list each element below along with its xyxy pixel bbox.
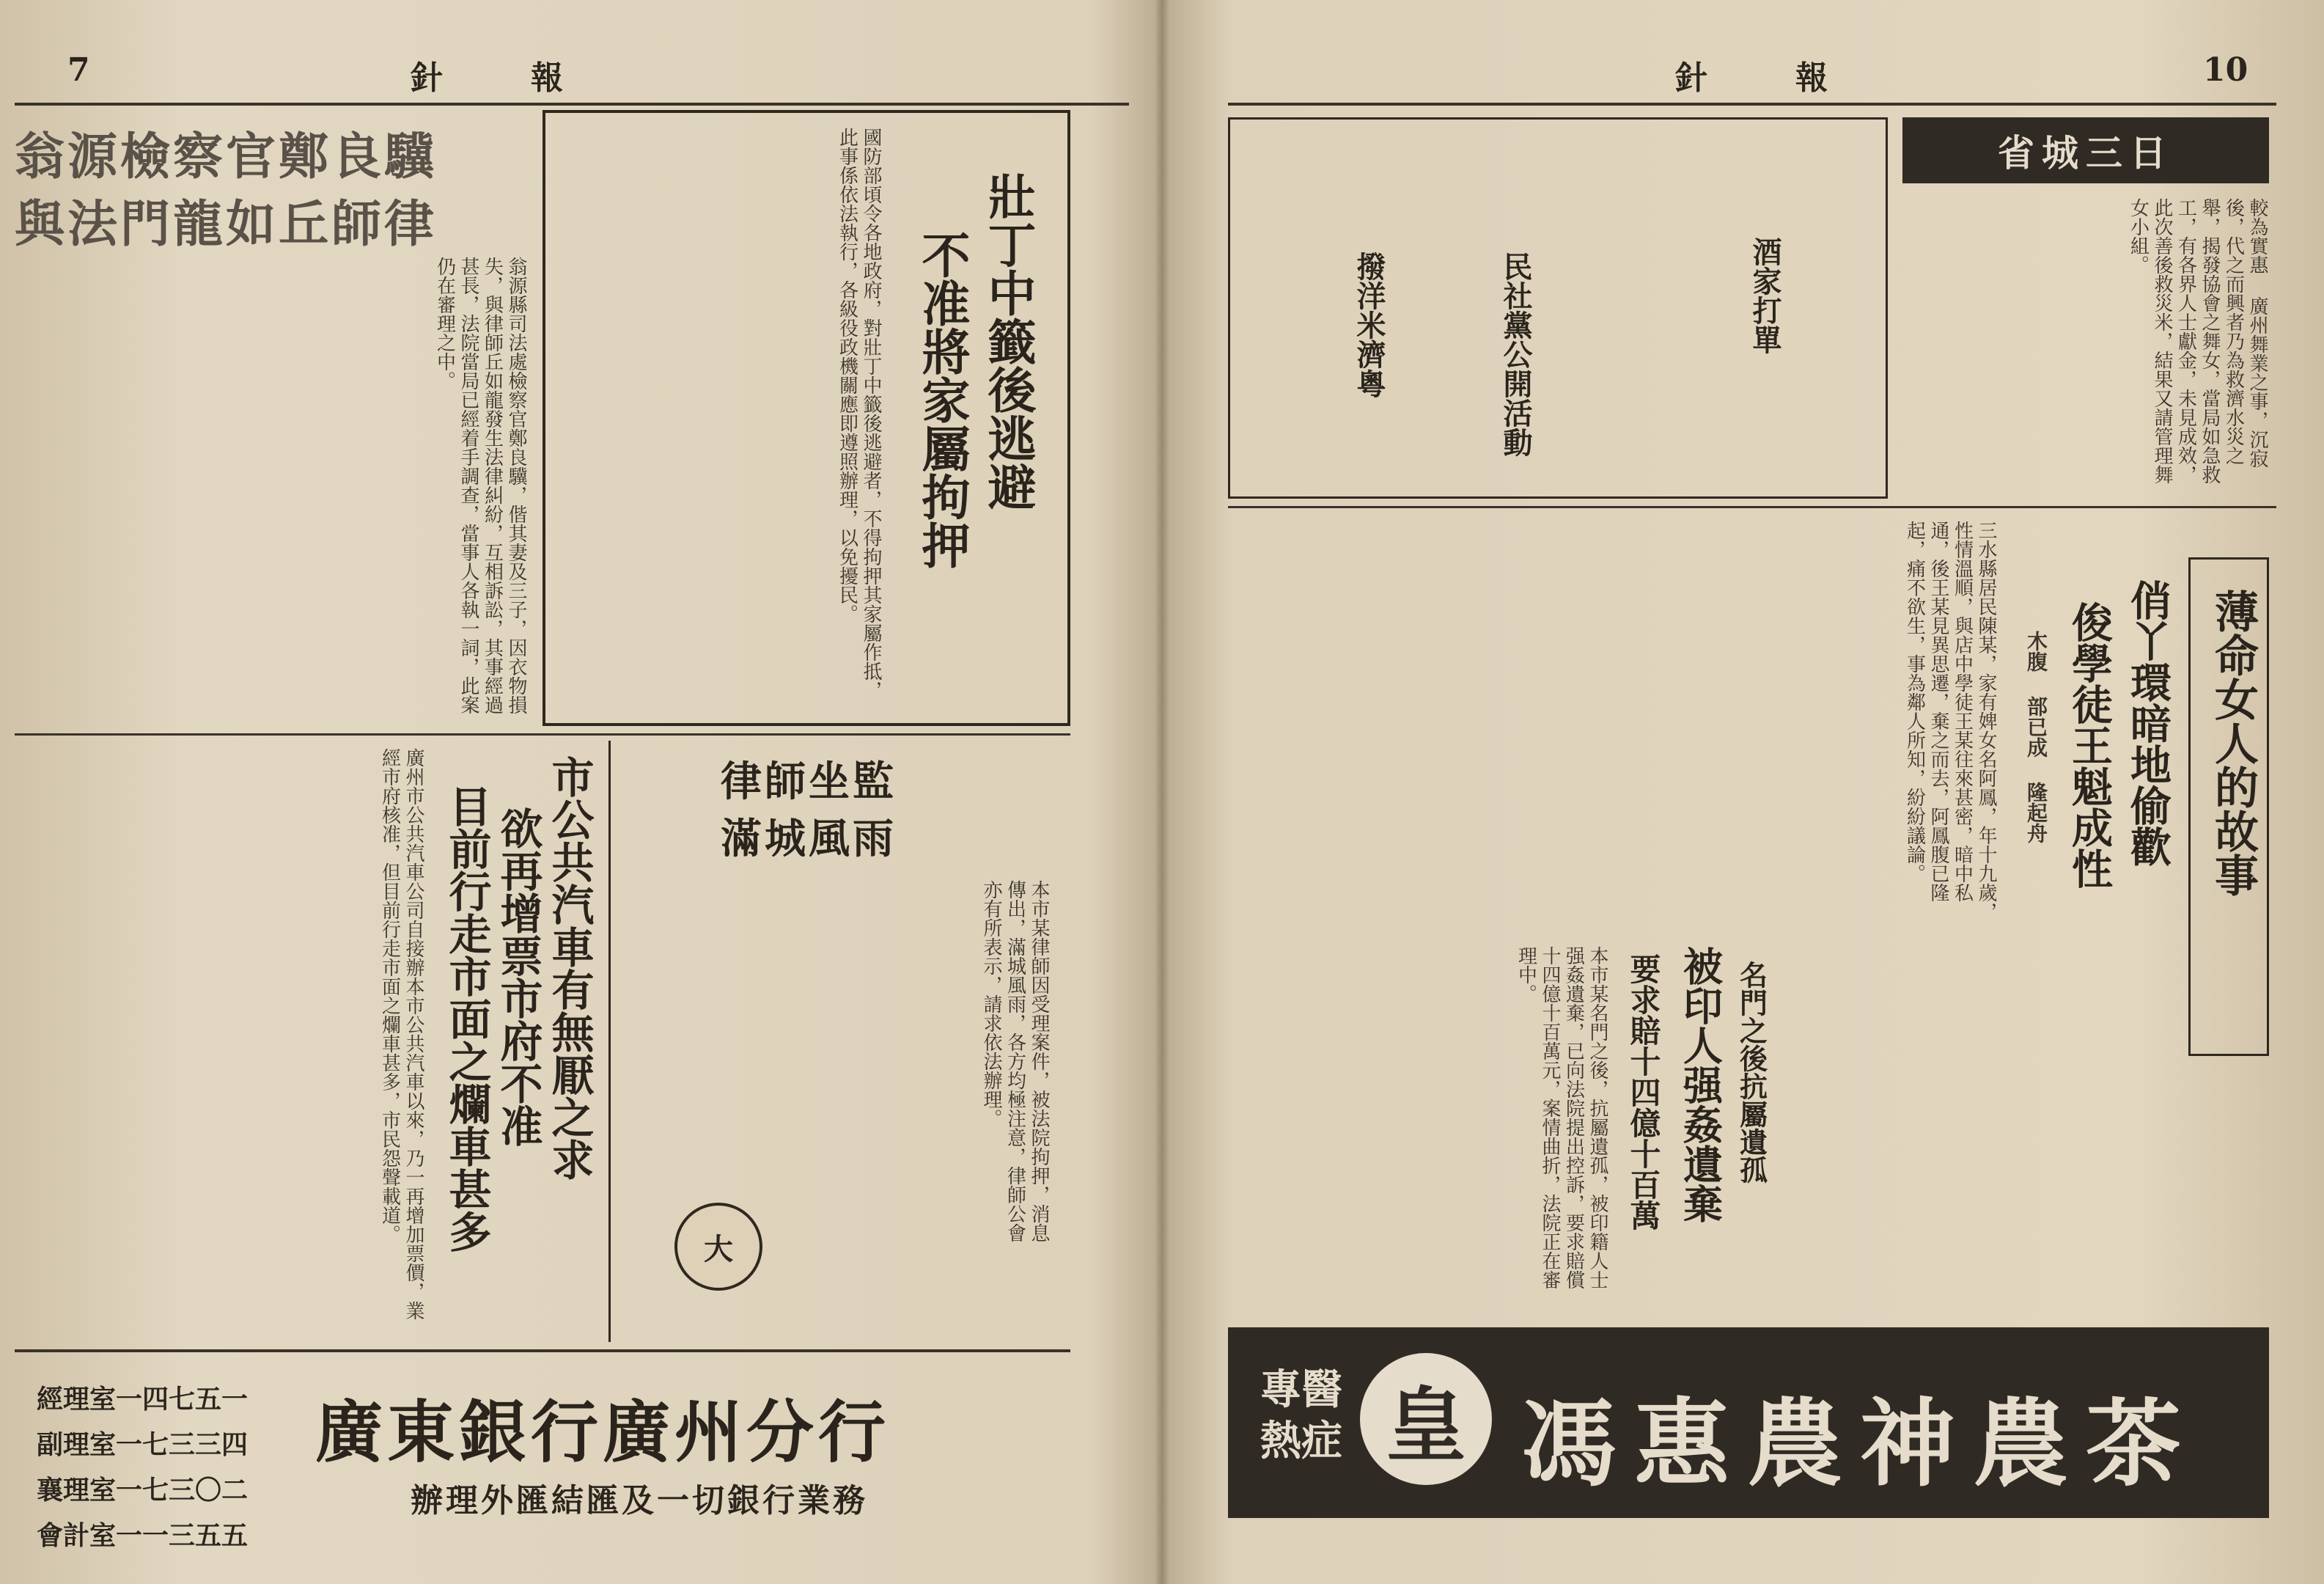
right-page-number: 10 xyxy=(2203,51,2248,89)
tea-ad-emblem: 皇 xyxy=(1360,1353,1492,1485)
bank-phone-line: 襄理室一七三〇二 xyxy=(37,1475,249,1506)
story-box-title: 薄命女人的故事 xyxy=(2207,589,2259,897)
rape-headline-col1: 被印人强姦遺棄 xyxy=(1677,946,1724,1223)
conscription-headline-col2: 不准將家屬拘押 xyxy=(913,230,971,569)
bank-phone-line: 經理室一四七五一 xyxy=(37,1384,249,1415)
top-news-box xyxy=(1228,117,1888,499)
tea-ad-side-label: 專醫 熱症 xyxy=(1260,1365,1342,1465)
tea-ad-title: 馮惠農神農茶 xyxy=(1521,1387,2199,1500)
left-top-headline-line2: 與法門龍如丘師律 xyxy=(15,195,438,254)
left-header-rule xyxy=(15,103,1129,106)
bus-headline-col2: 欲再增票市府不准 xyxy=(493,807,543,1147)
bank-ad-subtitle: 辦理外匯結匯及一切銀行業務 xyxy=(411,1482,868,1519)
bank-phone-line: 會計室一一三五五 xyxy=(37,1520,249,1551)
left-top-article-body: 翁源縣司法處檢察官鄭良驥，偕其妻及三子，因衣物損失，與律師丘如龍發生法律糾紛，互相訴訟，其事經過甚長，法院當局已經着手調查，當事人各執一詞，此案仍在審理之中。 xyxy=(433,257,527,714)
party-headline: 民社黨公開活動 xyxy=(1499,252,1533,457)
conscription-article-box xyxy=(543,110,1070,726)
conscription-headline-col1: 壯丁中籤後逃避 xyxy=(979,172,1037,510)
bus-article-body: 廣州市公共汽車公司自接辦本市公共汽車以來，乃一再增加票價，業經市府核准，但目前行走市面之爛車甚多，市民怨聲載道。 xyxy=(378,748,424,1320)
lawyer-headline-line2: 滿城風雨 xyxy=(721,815,897,863)
newspaper-emblem: 大 xyxy=(674,1203,762,1291)
bank-phone-line: 副理室一七三三四 xyxy=(37,1429,249,1460)
left-mid-rule xyxy=(15,733,1070,736)
restaurant-headline: 酒家打單 xyxy=(1748,237,1782,354)
left-page-number: 7 xyxy=(67,51,90,89)
rice-headline: 撥洋米濟粵 xyxy=(1352,252,1386,398)
bank-ad-phone-list xyxy=(37,1379,301,1561)
right-header-rule xyxy=(1228,103,2276,106)
column-body: 較為實惠 廣州舞業之事，沉寂後，代之而興者乃為救濟水災之舉，揭發協會之舞女，當局如急救工，有各界人士獻金，未見成效，此次善後救災米，結果又請管理舞女小組。 xyxy=(2127,198,2268,484)
story-headline-col2: 俊學徒王魁成性 xyxy=(2065,601,2114,889)
column-logo-banner: 省城三日 xyxy=(1902,117,2269,183)
right-page xyxy=(1162,0,2324,1584)
story-article-body: 三水縣居民陳某，家有婢女名阿鳳，年十九歲，性情溫順，與店中學徒王某往來甚密，暗中私通，後王某見異思遷，棄之而去，阿鳳腹已隆起，痛不欲生，事為鄰人所知，紛紛議論。 xyxy=(1903,521,1997,921)
rape-article-body: 本市某名門之後，抗屬遺孤，被印籍人士强姦遺棄，已向法院提出控訴，要求賠償十四億十百萬元，案情曲折，法院正在審理中。 xyxy=(1515,946,1608,1289)
rape-headline-col2: 要求賠十四億十百萬 xyxy=(1625,953,1662,1231)
story-byline: 木腹 部已成 隆起舟 xyxy=(2024,631,2048,843)
bus-headline-col3: 目前行走市面之爛車甚多 xyxy=(441,785,492,1253)
bus-headline-col1: 市公共汽車有無厭之求 xyxy=(544,755,595,1181)
left-ad-rule xyxy=(15,1349,1070,1352)
right-running-title: 針報 xyxy=(1675,59,1916,97)
lawyer-headline-line1: 律師坐監 xyxy=(721,758,897,806)
conscription-article-body: 國防部頃令各地政府，對壯丁中籤後逃避者，不得拘押其家屬作抵，此事係依法執行，各級役政機關應即遵照辦理，以免擾民。 xyxy=(836,128,882,700)
right-mid-rule xyxy=(1228,506,2276,508)
left-top-headline-line1: 翁源檢察官鄭良驥 xyxy=(15,128,438,186)
left-running-title: 針報 xyxy=(411,59,651,97)
bank-ad-title: 廣東銀行廣州分行 xyxy=(315,1393,891,1472)
rape-subhead: 名門之後抗屬遺孤 xyxy=(1735,961,1768,1184)
story-title-box xyxy=(2188,557,2269,1056)
tea-ad-banner xyxy=(1228,1327,2269,1518)
story-headline-col1: 俏丫環暗地偷歡 xyxy=(2124,579,2172,867)
lawyer-article-body: 本市某律師因受理案件，被法院拘押，消息傳出，滿城風雨，各方均極注意，律師公會亦有所表示，請求依法辦理。 xyxy=(980,880,1050,1242)
